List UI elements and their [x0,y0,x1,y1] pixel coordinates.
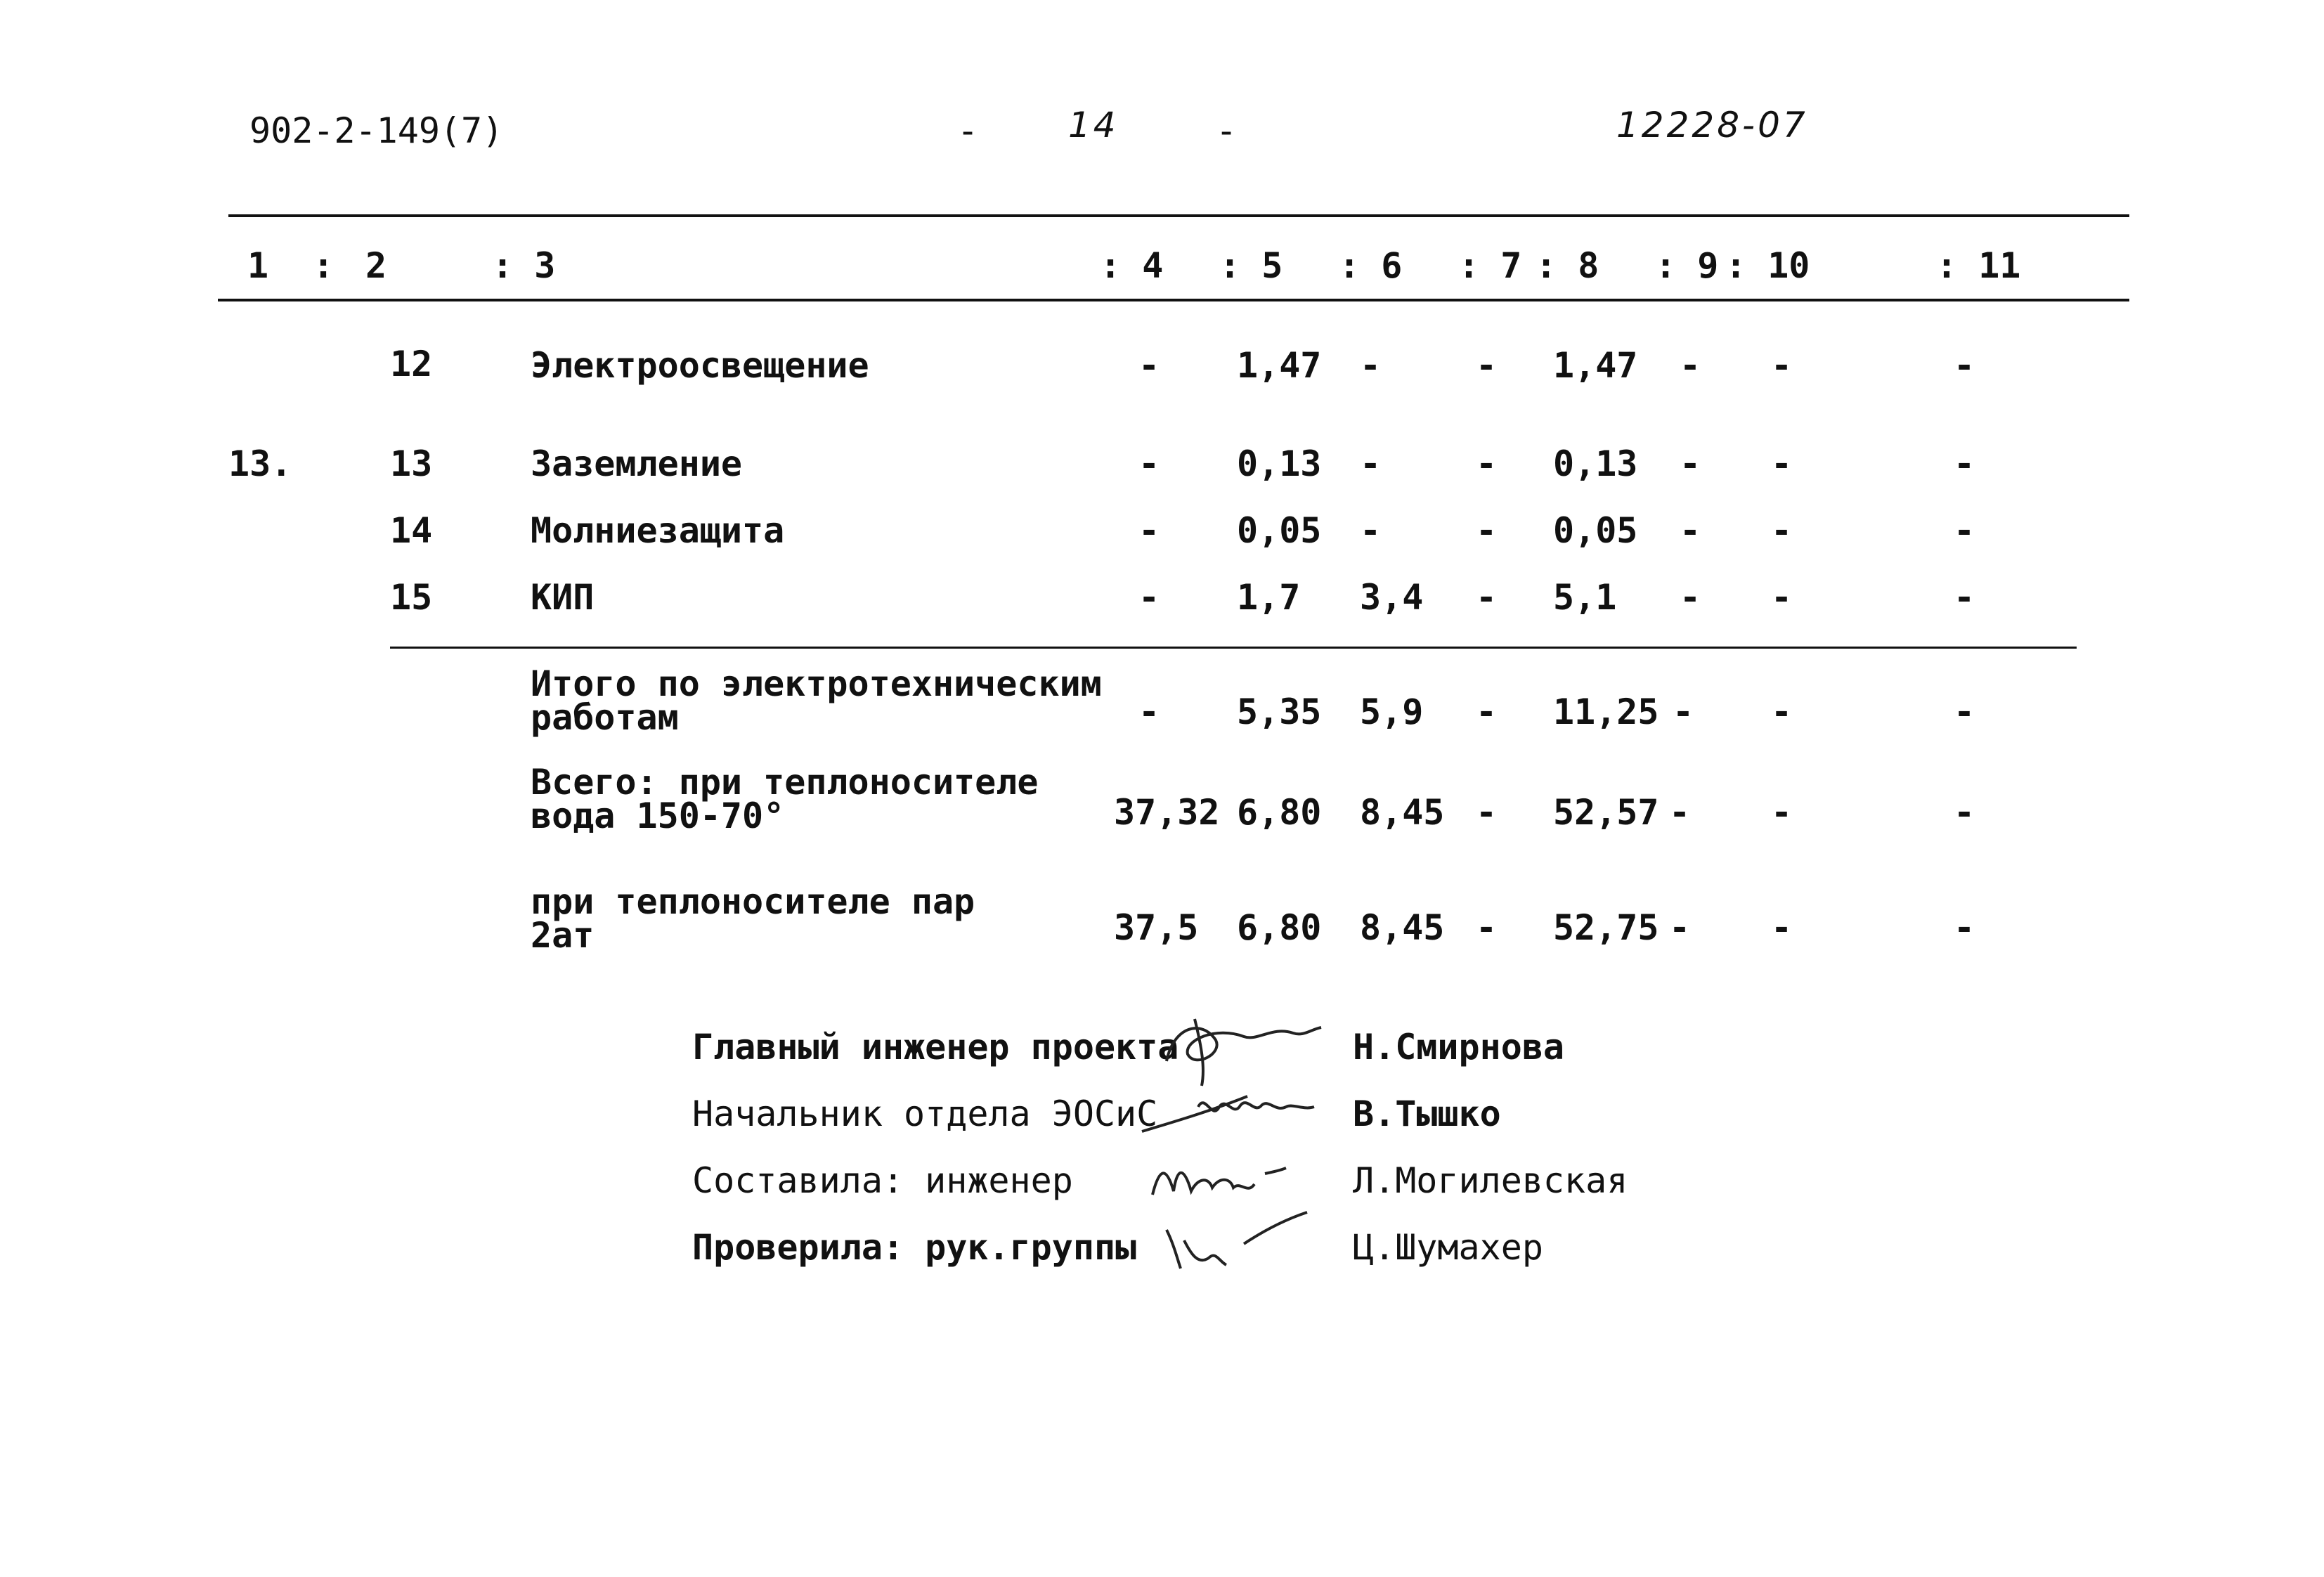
cell-col11: - [1954,510,1975,551]
cell-col8: 52,75 [1553,907,1659,948]
cell-col11: - [1954,692,1975,732]
total-name-line2: 2ат [531,915,595,956]
column-header-8: : 8 [1536,245,1599,286]
page-number: 14 [1068,105,1119,145]
column-header-1: 1 [247,245,269,286]
column-header-2: 2 [365,245,387,286]
row-number: 15 [390,577,433,618]
cell-col9: - [1673,692,1694,732]
cell-col7: - [1476,443,1498,484]
row-number: 13 [390,443,433,484]
column-header-6: : 6 [1339,245,1403,286]
cell-col6: 5,9 [1360,692,1424,732]
cell-col4: - [1138,692,1160,732]
cell-col8: 1,47 [1553,345,1638,386]
cell-col8: 0,05 [1553,510,1638,551]
document-code: 902-2-149(7) [249,110,504,151]
cell-col6: - [1360,345,1382,386]
cell-col6: 3,4 [1360,577,1424,618]
signer-role: Составила: инженер [692,1160,1073,1201]
cell-col9: - [1680,345,1701,386]
cell-col7: - [1476,792,1498,833]
signer-name: В.Тышко [1353,1093,1501,1134]
cell-col7: - [1476,510,1498,551]
cell-col5: 1,7 [1237,577,1301,618]
signer-role: Главный инженер проекта [692,1027,1179,1067]
cell-col7: - [1476,577,1498,618]
cell-col10: - [1771,907,1793,948]
cell-col4: 37,32 [1114,792,1220,833]
total-name-line1: Всего: при теплоносителе [531,762,1039,803]
cell-col8: 52,57 [1553,792,1659,833]
cell-col11: - [1954,907,1975,948]
cell-col10: - [1771,510,1793,551]
cell-col6: 8,45 [1360,792,1445,833]
table-top-rule [228,214,2129,217]
cell-col6: - [1360,443,1382,484]
section-number: 13. [228,443,292,484]
cell-col7: - [1476,907,1498,948]
cell-col5: 0,13 [1237,443,1322,484]
subtotal-rule [390,647,2077,649]
cell-col4: - [1138,510,1160,551]
column-header-10: : 10 [1725,245,1810,286]
signer-name: Н.Смирнова [1353,1027,1565,1067]
row-name: Заземление [531,443,743,484]
column-header-11: : 11 [1936,245,2021,286]
row-number: 12 [390,344,433,384]
cell-col10: - [1771,792,1793,833]
page-number-dash-left: - [957,110,979,151]
cell-col11: - [1954,443,1975,484]
total-name-line2: работам [531,697,679,738]
cell-col6: - [1360,510,1382,551]
total-name-line1: Итого по электротехническим [531,663,1102,704]
cell-col9: - [1680,443,1701,484]
signer-name: Л.Могилевская [1353,1160,1628,1201]
cell-col10: - [1771,577,1793,618]
cell-col6: 8,45 [1360,907,1445,948]
cell-col4: - [1138,443,1160,484]
archive-number: 12228-07 [1616,105,1808,145]
cell-col10: - [1771,345,1793,386]
cell-col9: - [1669,792,1691,833]
signer-role: Начальник отдела ЭОСиС [692,1093,1158,1134]
cell-col8: 11,25 [1553,692,1659,732]
column-header-5: : 5 [1219,245,1283,286]
row-name: Молниезащита [531,510,785,551]
cell-col11: - [1954,792,1975,833]
cell-col8: 5,1 [1553,577,1617,618]
header-bottom-rule [218,299,2129,301]
cell-col11: - [1954,577,1975,618]
cell-col10: - [1771,443,1793,484]
total-name-line1: при теплоносителе пар [531,881,975,922]
cell-col7: - [1476,692,1498,732]
column-header-3: : 3 [492,245,556,286]
total-name-line2: вода 150-70° [531,796,785,836]
cell-col5: 0,05 [1237,510,1322,551]
cell-col4: - [1138,345,1160,386]
cell-col9: - [1680,577,1701,618]
column-header-4: : 4 [1100,245,1164,286]
cell-col7: - [1476,345,1498,386]
page-number-dash-right: - [1216,110,1238,151]
cell-col5: 1,47 [1237,345,1322,386]
cell-col10: - [1771,692,1793,732]
column-header-7: : 7 [1458,245,1522,286]
cell-col5: 6,80 [1237,907,1322,948]
cell-col11: - [1954,345,1975,386]
cell-col4: - [1138,577,1160,618]
cell-col9: - [1669,907,1691,948]
row-name: КИП [531,577,595,618]
column-header-sep: : [313,245,335,286]
cell-col8: 0,13 [1553,443,1638,484]
cell-col9: - [1680,510,1701,551]
cell-col5: 6,80 [1237,792,1322,833]
signer-name: Ц.Шумахер [1353,1227,1543,1268]
cell-col5: 5,35 [1237,692,1322,732]
column-header-9: : 9 [1655,245,1719,286]
row-number: 14 [390,510,433,551]
signer-role: Проверила: рук.группы [692,1227,1137,1268]
row-name: Электроосвещение [531,345,869,386]
cell-col4: 37,5 [1114,907,1199,948]
